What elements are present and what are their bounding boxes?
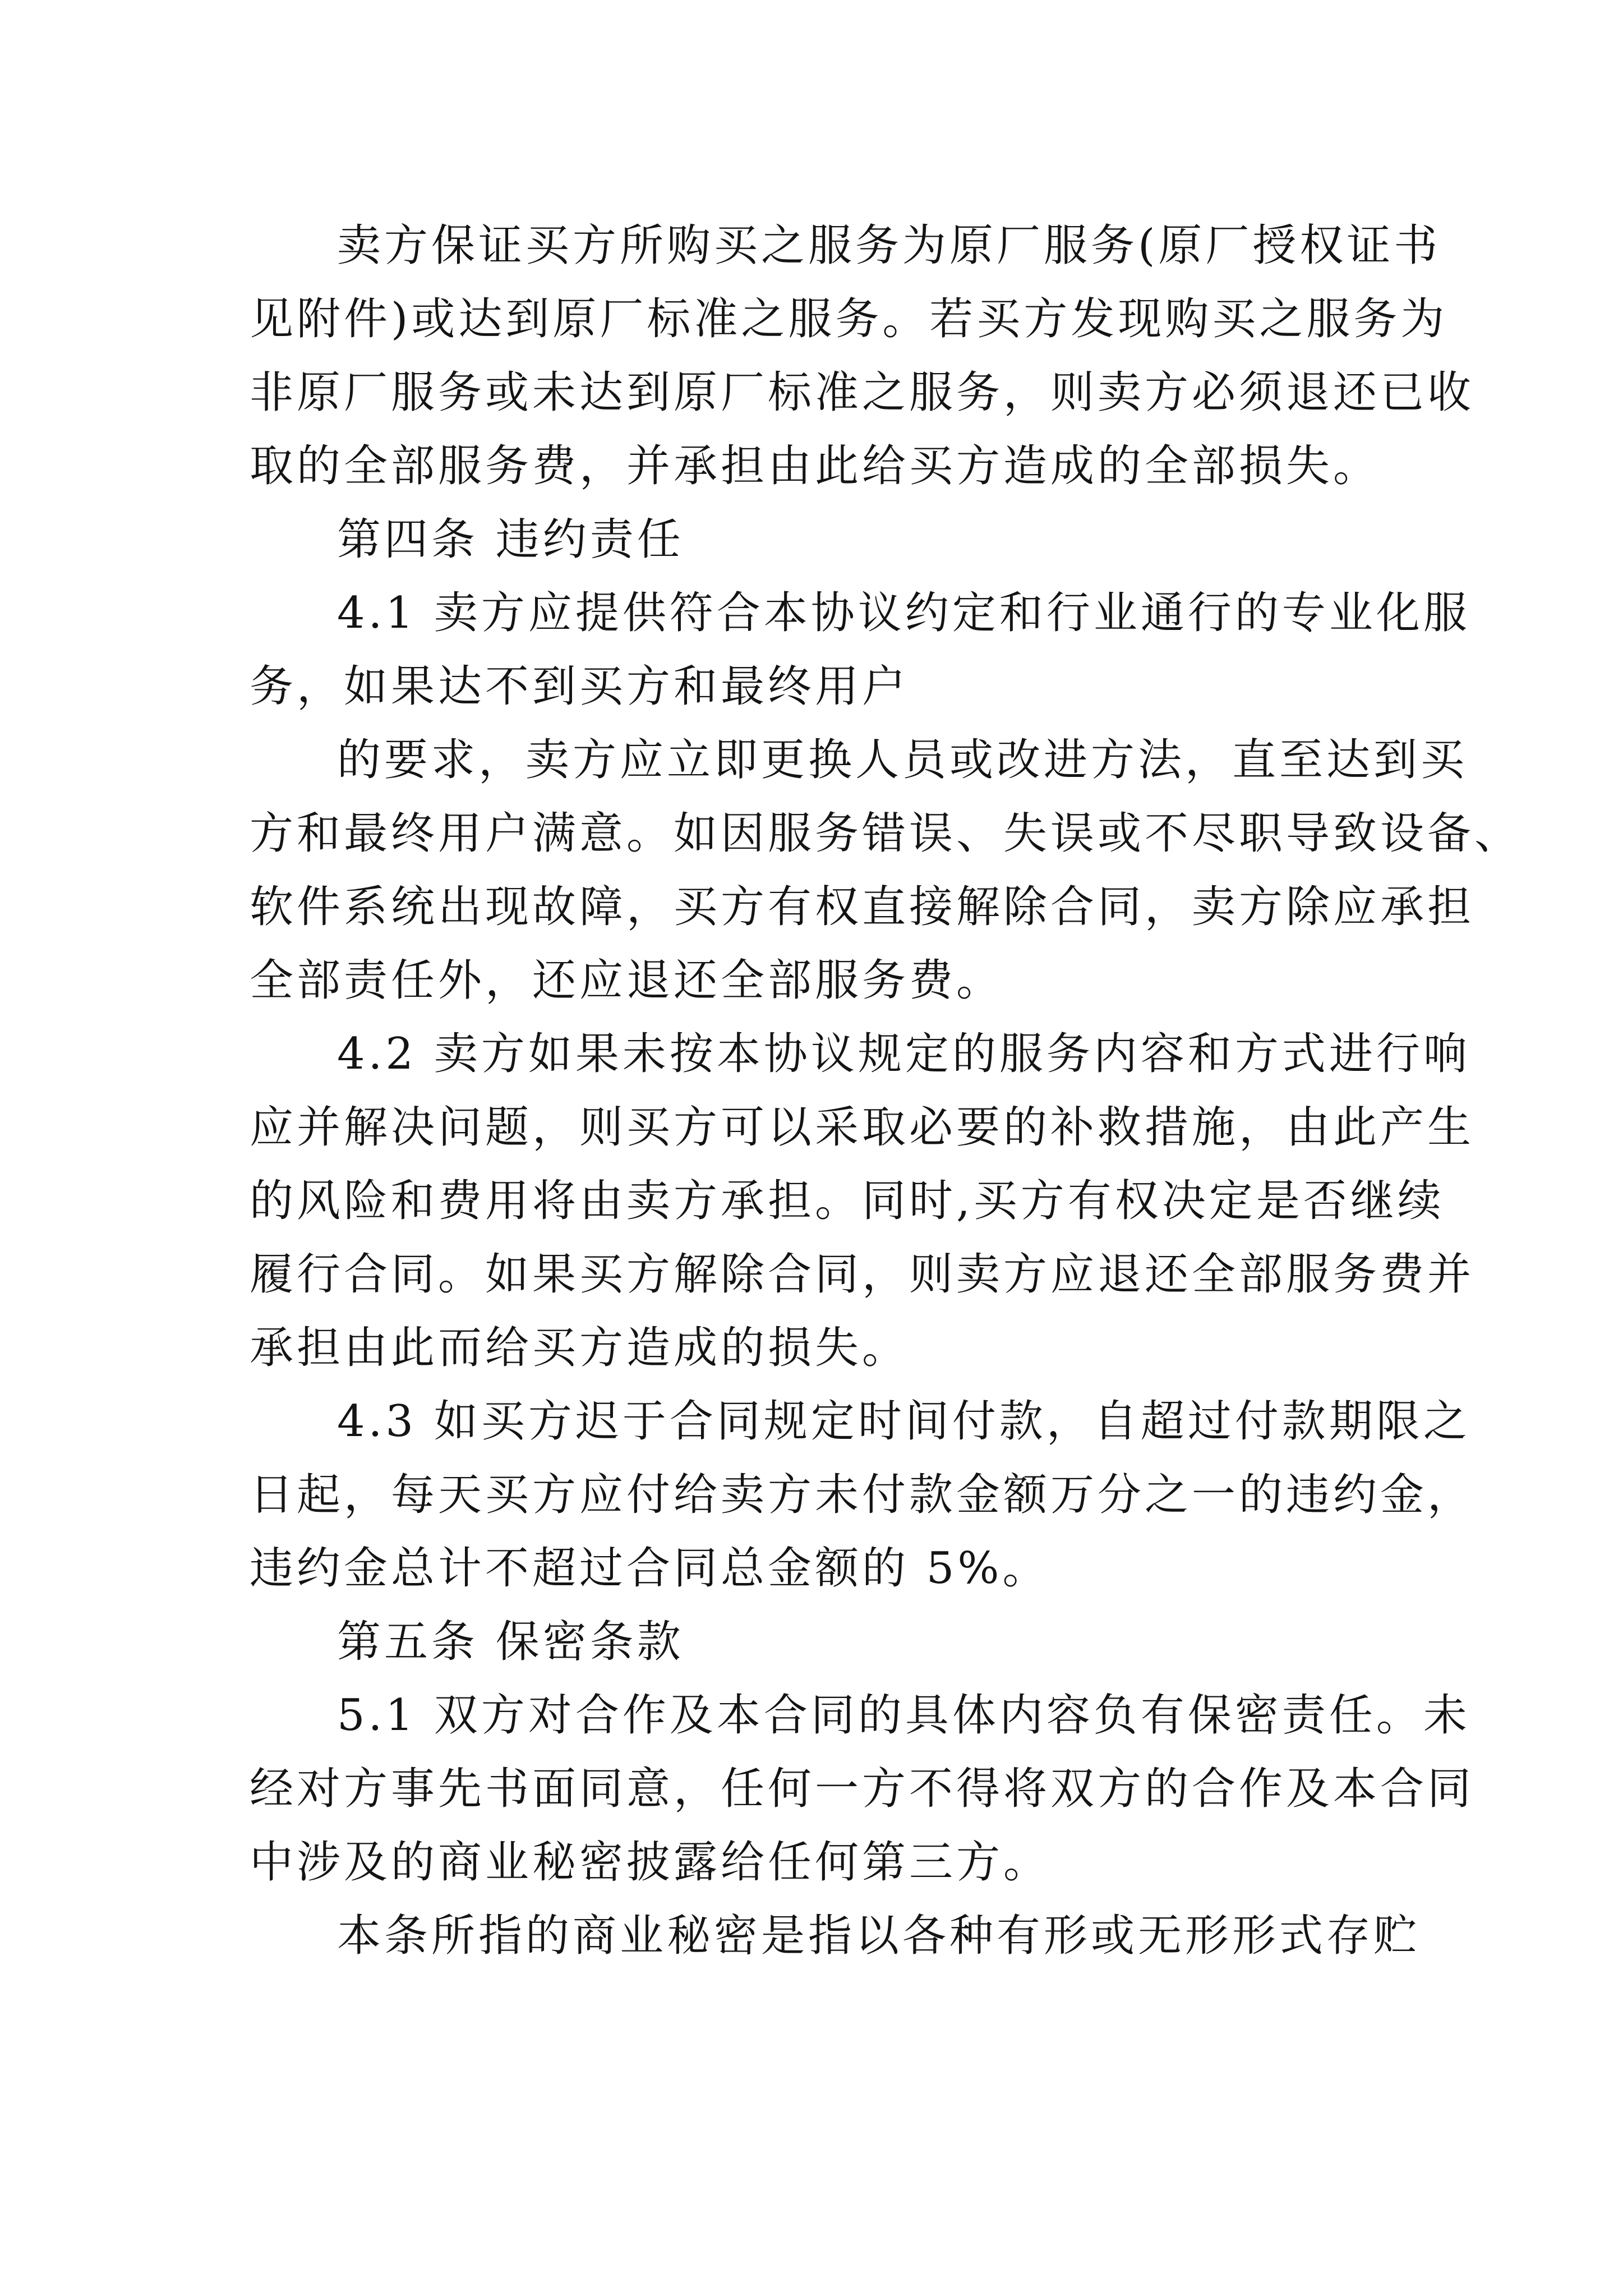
paragraph-line: 非原厂服务或未达到原厂标准之服务，则卖方必须退还已收 xyxy=(250,367,1475,418)
paragraph-line: 取的全部服务费，并承担由此给买方造成的全部损失。 xyxy=(250,441,1381,491)
paragraph-line: 5.1 双方对合作及本合同的具体内容负有保密责任。未 xyxy=(337,1690,1470,1741)
paragraph-line: 4.2 卖方如果未按本协议规定的服务内容和方式进行响 xyxy=(337,1029,1470,1079)
paragraph-line: 务，如果达不到买方和最终用户 xyxy=(250,661,910,712)
paragraph-line: 履行合同。如果买方解除合同，则卖方应退还全部服务费并 xyxy=(250,1249,1475,1300)
paragraph-line: 见附件)或达到原厂标准之服务。若买方发现购买之服务为 xyxy=(250,294,1448,344)
paragraph-line: 违约金总计不超过合同总金额的 5%。 xyxy=(250,1543,1050,1594)
section-heading: 第五条 保密条款 xyxy=(337,1617,684,1667)
paragraph-line: 经对方事先书面同意，任何一方不得将双方的合作及本合同 xyxy=(250,1764,1475,1814)
paragraph-line: 承担由此而给买方造成的损失。 xyxy=(250,1323,910,1373)
paragraph-line: 4.3 如买方迟于合同规定时间付款，自超过付款期限之 xyxy=(337,1396,1470,1447)
paragraph-line: 的风险和费用将由卖方承担。同时,买方有权决定是否继续 xyxy=(250,1176,1445,1226)
paragraph-line: 软件系统出现故障，买方有权直接解除合同，卖方除应承担 xyxy=(250,882,1475,932)
paragraph-line: 4.1 卖方应提供符合本协议约定和行业通行的专业化服 xyxy=(337,588,1470,638)
paragraph-line: 全部责任外，还应退还全部服务费。 xyxy=(250,955,1004,1006)
paragraph-line: 中涉及的商业秘密披露给任何第三方。 xyxy=(250,1837,1051,1888)
paragraph-line: 的要求，卖方应立即更换人员或改进方法，直至达到买 xyxy=(337,735,1468,785)
paragraph-line: 日起，每天买方应付给卖方未付款金额万分之一的违约金， xyxy=(250,1470,1475,1520)
paragraph-line: 方和最终用户满意。如因服务错误、失误或不尽职导致设备、 xyxy=(250,808,1522,859)
paragraph-line: 应并解决问题，则买方可以采取必要的补救措施，由此产生 xyxy=(250,1102,1475,1153)
document-body xyxy=(250,209,1522,1973)
paragraph-line: 卖方保证买方所购买之服务为原厂服务(原厂授权证书 xyxy=(337,220,1441,271)
paragraph-line: 本条所指的商业秘密是指以各种有形或无形形式存贮 xyxy=(337,1911,1421,1961)
section-heading: 第四条 违约责任 xyxy=(337,514,684,565)
